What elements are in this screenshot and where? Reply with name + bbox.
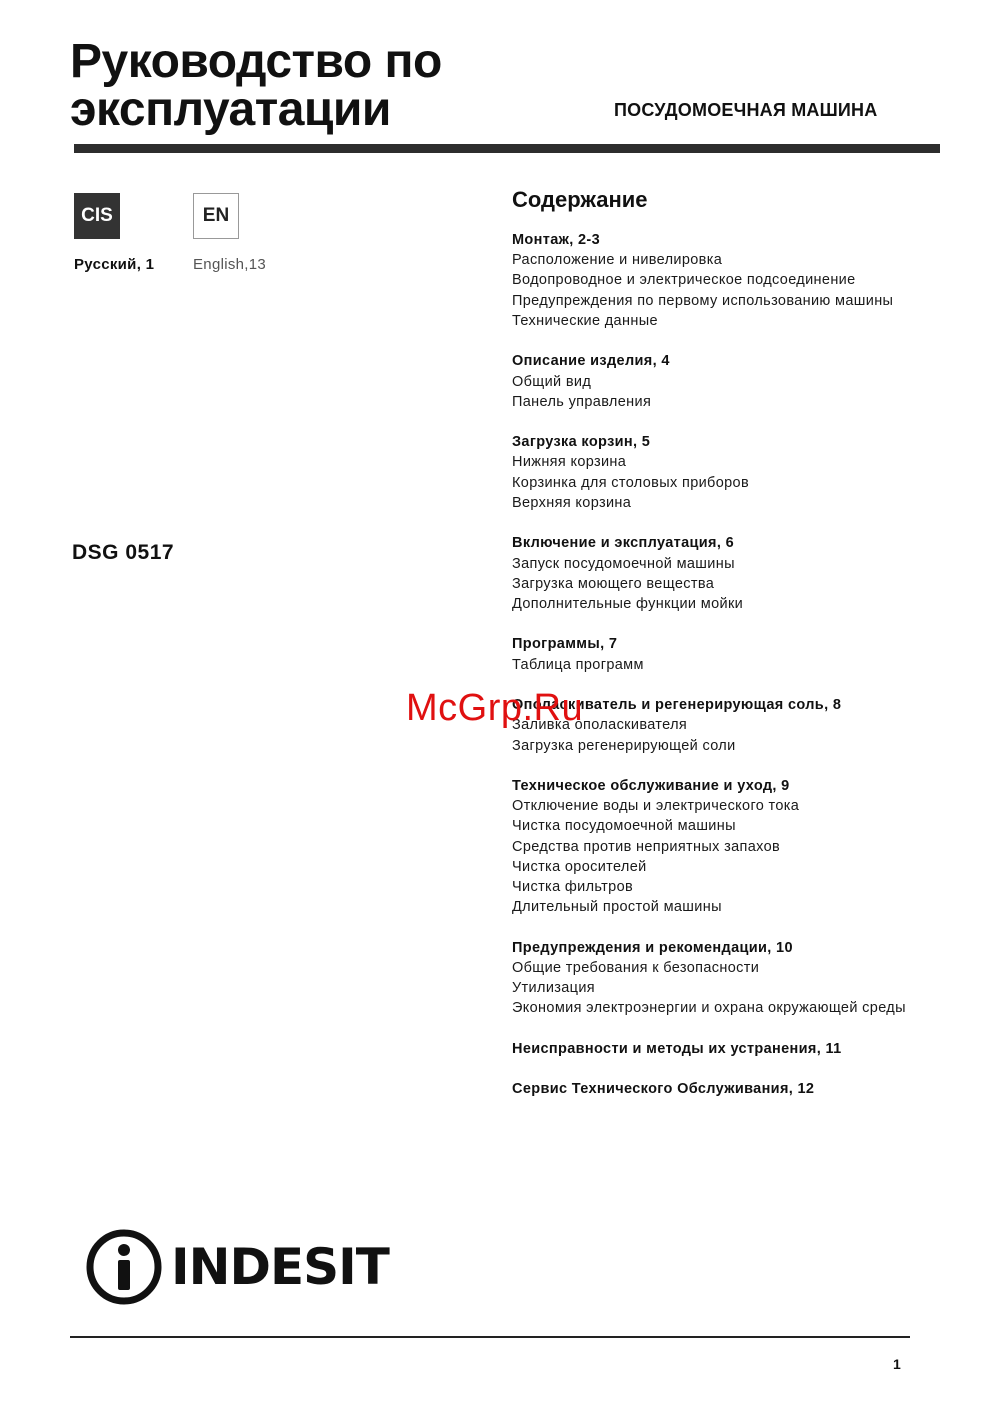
toc-section xyxy=(512,230,952,331)
toc-item[interactable]: Нижняя корзина xyxy=(512,454,627,471)
toc-item[interactable]: Загрузка моющего вещества xyxy=(512,575,715,592)
toc-item[interactable]: Утилизация xyxy=(512,980,595,997)
toc-section-title[interactable]: Техническое обслуживание и уход, 9 xyxy=(512,778,790,795)
toc-item[interactable]: Корзинка для столовых приборов xyxy=(512,474,750,491)
toc-item[interactable]: Загрузка регенерирующей соли xyxy=(512,737,736,754)
toc-item[interactable]: Средства против неприятных запахов xyxy=(512,838,781,855)
toc-section xyxy=(512,1079,952,1099)
toc-section-title[interactable]: Сервис Технического Обслуживания, 12 xyxy=(512,1081,815,1098)
toc-item[interactable]: Водопроводное и электрическое подсоединение xyxy=(512,272,856,289)
table-of-contents xyxy=(512,186,952,1120)
toc-item[interactable]: Общий вид xyxy=(512,373,592,390)
toc-section-title[interactable]: Включение и эксплуатация, 6 xyxy=(512,535,735,552)
language-russian-label: Русский, 1 xyxy=(74,256,155,273)
toc-item[interactable]: Чистка оросителей xyxy=(512,858,647,875)
language-en-badge[interactable]: EN xyxy=(193,193,239,239)
toc-section xyxy=(512,432,952,513)
toc-section-title[interactable]: Предупреждения и рекомендации, 10 xyxy=(512,939,793,956)
toc-item[interactable]: Дополнительные функции мойки xyxy=(512,595,744,612)
toc-item[interactable]: Экономия электроэнергии и охрана окружающей среды xyxy=(512,1000,906,1017)
toc-section xyxy=(512,938,952,1019)
toc-item[interactable]: Верхняя корзина xyxy=(512,494,632,511)
toc-section-title[interactable]: Загрузка корзин, 5 xyxy=(512,434,651,451)
footer-divider xyxy=(70,1336,910,1338)
header-divider xyxy=(74,144,940,153)
toc-section-title[interactable]: Монтаж, 2-3 xyxy=(512,232,601,248)
toc-sections xyxy=(512,230,952,1100)
toc-section-title[interactable]: Ополаскиватель и регенерирующая соль, 8 xyxy=(512,697,842,714)
toc-item[interactable]: Заливка ополаскивателя xyxy=(512,717,688,734)
toc-item[interactable]: Длительный простой машины xyxy=(512,899,722,916)
toc-item[interactable]: Предупреждения по первому использованию машины xyxy=(512,292,894,309)
toc-section xyxy=(512,1039,952,1059)
title-line-1: Руководство по xyxy=(70,35,442,88)
watermark: McGrp.Ru xyxy=(406,687,584,729)
toc-item[interactable]: Общие требования к безопасности xyxy=(512,959,760,976)
page-title xyxy=(70,35,442,136)
title-line-2: эксплуатации xyxy=(70,83,391,136)
toc-item[interactable]: Отключение воды и электрического тока xyxy=(512,798,800,815)
language-english-label: English,13 xyxy=(193,256,267,273)
toc-section-title[interactable]: Программы, 7 xyxy=(512,636,618,653)
toc-item[interactable]: Таблица программ xyxy=(512,656,644,673)
toc-section xyxy=(512,776,952,917)
toc-section-title[interactable]: Неисправности и методы их устранения, 11 xyxy=(512,1040,842,1057)
toc-item[interactable]: Чистка фильтров xyxy=(512,879,634,896)
brand-wordmark: INDESIT xyxy=(171,1238,389,1296)
brand-logo xyxy=(85,1228,389,1306)
toc-item[interactable]: Технические данные xyxy=(512,312,658,329)
model-number: DSG 0517 xyxy=(72,541,175,564)
toc-item[interactable]: Расположение и нивелировка xyxy=(512,252,723,269)
product-type: ПОСУДОМОЕЧНАЯ МАШИНА xyxy=(614,100,878,120)
toc-section xyxy=(512,351,952,412)
toc-heading: Содержание xyxy=(512,187,648,212)
language-cis-badge[interactable]: CIS xyxy=(74,193,120,239)
toc-section xyxy=(512,634,952,674)
toc-item[interactable]: Запуск посудомоечной машины xyxy=(512,555,735,572)
toc-item[interactable]: Панель управления xyxy=(512,393,652,410)
indesit-logo-icon xyxy=(85,1228,163,1306)
toc-section-title[interactable]: Описание изделия, 4 xyxy=(512,353,670,370)
page-number: 1 xyxy=(893,1356,901,1372)
toc-item[interactable]: Чистка посудомоечной машины xyxy=(512,818,736,835)
toc-section xyxy=(512,533,952,614)
